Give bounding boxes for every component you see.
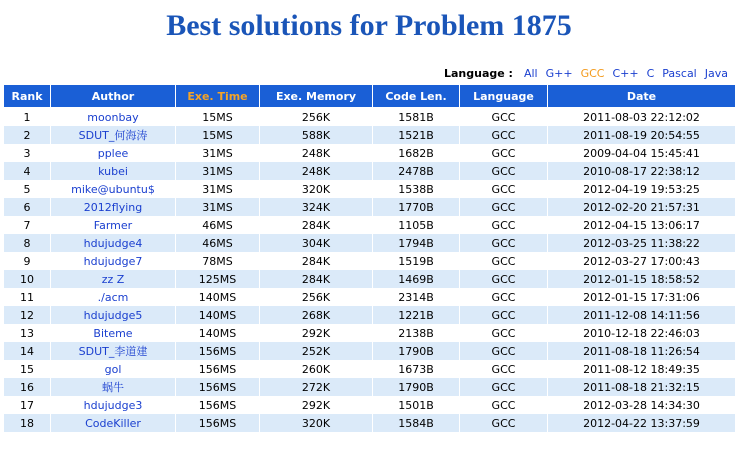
cell-rank: 13 (4, 324, 51, 342)
column-header-code[interactable]: Code Len. (373, 85, 460, 108)
cell-date: 2010-08-17 22:38:12 (548, 162, 736, 180)
cell-language: GCC (460, 288, 548, 306)
table-row (4, 414, 736, 432)
cell-memory: 324K (260, 198, 373, 216)
cell-time: 125MS (176, 270, 260, 288)
cell-memory: 256K (260, 288, 373, 306)
cell-author (51, 378, 176, 396)
cell-memory: 252K (260, 342, 373, 360)
cell-date: 2011-12-08 14:11:56 (548, 306, 736, 324)
table-row (4, 180, 736, 198)
cell-language: GCC (460, 162, 548, 180)
cell-author (51, 126, 176, 144)
cell-code: 1770B (373, 198, 460, 216)
author-link[interactable]: moonbay (87, 110, 139, 124)
cell-rank: 17 (4, 396, 51, 414)
cell-author (51, 360, 176, 378)
cell-date: 2012-03-25 11:38:22 (548, 234, 736, 252)
cell-code: 1673B (373, 360, 460, 378)
language-option-all[interactable]: All (523, 67, 538, 80)
cell-author (51, 234, 176, 252)
author-link[interactable]: SDUT_李道建 (78, 345, 148, 358)
cell-date: 2012-01-15 17:31:06 (548, 288, 736, 306)
cell-date: 2012-04-22 13:37:59 (548, 414, 736, 432)
author-link[interactable]: Biteme (93, 326, 133, 340)
cell-memory: 588K (260, 126, 373, 144)
cell-date: 2012-03-28 14:34:30 (548, 396, 736, 414)
column-header-rank[interactable]: Rank (4, 85, 51, 108)
cell-code: 2478B (373, 162, 460, 180)
cell-author (51, 324, 176, 342)
author-link[interactable]: gol (104, 362, 122, 376)
cell-rank: 11 (4, 288, 51, 306)
cell-rank: 7 (4, 216, 51, 234)
language-filter-label: Language : (444, 67, 513, 80)
column-header-date[interactable]: Date (548, 85, 736, 108)
cell-code: 1538B (373, 180, 460, 198)
author-link[interactable]: mike@ubuntu$ (71, 182, 155, 196)
author-link[interactable]: zz Z (101, 272, 125, 286)
language-option-java[interactable]: Java (704, 67, 728, 80)
solutions-table (3, 84, 736, 432)
author-link[interactable]: hdujudge4 (83, 236, 143, 250)
table-row (4, 126, 736, 144)
cell-memory: 284K (260, 270, 373, 288)
cell-code: 1790B (373, 342, 460, 360)
author-link[interactable]: hdujudge7 (83, 254, 143, 268)
cell-author (51, 288, 176, 306)
cell-memory: 248K (260, 162, 373, 180)
cell-rank: 4 (4, 162, 51, 180)
cell-code: 1521B (373, 126, 460, 144)
cell-language: GCC (460, 360, 548, 378)
cell-date: 2011-08-18 21:32:15 (548, 378, 736, 396)
cell-date: 2012-04-19 19:53:25 (548, 180, 736, 198)
author-link[interactable]: hdujudge3 (83, 398, 143, 412)
cell-memory: 320K (260, 414, 373, 432)
cell-rank: 3 (4, 144, 51, 162)
cell-author (51, 414, 176, 432)
cell-date: 2012-02-20 21:57:31 (548, 198, 736, 216)
cell-rank: 2 (4, 126, 51, 144)
cell-time: 156MS (176, 378, 260, 396)
cell-code: 1790B (373, 378, 460, 396)
cell-author (51, 270, 176, 288)
language-option-cpp[interactable]: C++ (612, 67, 639, 80)
table-row (4, 324, 736, 342)
author-link[interactable]: 2012flying (83, 200, 143, 214)
cell-code: 1794B (373, 234, 460, 252)
author-link[interactable]: pplee (97, 146, 129, 160)
cell-memory: 284K (260, 252, 373, 270)
language-option-gcc[interactable]: GCC (580, 67, 605, 80)
cell-time: 31MS (176, 198, 260, 216)
cell-language: GCC (460, 144, 548, 162)
cell-memory: 292K (260, 396, 373, 414)
column-header-memory[interactable]: Exe. Memory (260, 85, 373, 108)
cell-time: 140MS (176, 306, 260, 324)
cell-author (51, 180, 176, 198)
cell-rank: 5 (4, 180, 51, 198)
cell-time: 31MS (176, 144, 260, 162)
cell-date: 2012-03-27 17:00:43 (548, 252, 736, 270)
cell-language: GCC (460, 342, 548, 360)
cell-author (51, 396, 176, 414)
cell-memory: 248K (260, 144, 373, 162)
author-link[interactable]: CodeKiller (85, 416, 141, 430)
table-row (4, 108, 736, 127)
cell-author (51, 198, 176, 216)
cell-rank: 1 (4, 108, 51, 127)
language-filter (444, 67, 728, 81)
cell-code: 1584B (373, 414, 460, 432)
table-row (4, 396, 736, 414)
cell-author (51, 144, 176, 162)
cell-language: GCC (460, 198, 548, 216)
language-option-gpp[interactable]: G++ (545, 67, 573, 80)
table-row (4, 198, 736, 216)
language-option-c[interactable]: C (646, 67, 655, 80)
cell-time: 46MS (176, 216, 260, 234)
cell-memory: 292K (260, 324, 373, 342)
table-row (4, 162, 736, 180)
cell-memory: 304K (260, 234, 373, 252)
author-link[interactable]: kubei (98, 164, 128, 178)
cell-language: GCC (460, 234, 548, 252)
cell-rank: 9 (4, 252, 51, 270)
cell-time: 140MS (176, 288, 260, 306)
cell-language: GCC (460, 126, 548, 144)
cell-code: 1221B (373, 306, 460, 324)
cell-rank: 12 (4, 306, 51, 324)
table-row (4, 234, 736, 252)
cell-language: GCC (460, 270, 548, 288)
cell-code: 1519B (373, 252, 460, 270)
cell-time: 31MS (176, 162, 260, 180)
cell-date: 2012-04-15 13:06:17 (548, 216, 736, 234)
cell-memory: 268K (260, 306, 373, 324)
column-header-time[interactable]: Exe. Time (176, 85, 260, 108)
cell-language: GCC (460, 108, 548, 127)
cell-memory: 256K (260, 108, 373, 127)
cell-language: GCC (460, 324, 548, 342)
cell-time: 78MS (176, 252, 260, 270)
cell-time: 46MS (176, 234, 260, 252)
cell-time: 15MS (176, 126, 260, 144)
cell-language: GCC (460, 396, 548, 414)
author-link[interactable]: SDUT_何海涛 (78, 129, 148, 142)
cell-time: 140MS (176, 324, 260, 342)
language-options (516, 67, 728, 80)
cell-rank: 10 (4, 270, 51, 288)
cell-date: 2009-04-04 15:45:41 (548, 144, 736, 162)
cell-language: GCC (460, 252, 548, 270)
cell-code: 1469B (373, 270, 460, 288)
cell-code: 1682B (373, 144, 460, 162)
cell-date: 2011-08-18 11:26:54 (548, 342, 736, 360)
cell-code: 2314B (373, 288, 460, 306)
table-row (4, 378, 736, 396)
page-title: Best solutions for Problem 1875 (166, 9, 572, 42)
cell-date: 2010-12-18 22:46:03 (548, 324, 736, 342)
cell-memory: 260K (260, 360, 373, 378)
table-row (4, 252, 736, 270)
cell-code: 1501B (373, 396, 460, 414)
cell-time: 31MS (176, 180, 260, 198)
cell-code: 2138B (373, 324, 460, 342)
table-row (4, 342, 736, 360)
cell-author (51, 162, 176, 180)
cell-author (51, 306, 176, 324)
author-link[interactable]: Farmer (93, 218, 133, 232)
cell-memory: 272K (260, 378, 373, 396)
table-header-row (4, 85, 736, 108)
cell-rank: 6 (4, 198, 51, 216)
table-row (4, 144, 736, 162)
table-row (4, 216, 736, 234)
cell-time: 156MS (176, 396, 260, 414)
cell-author (51, 108, 176, 127)
table-row (4, 270, 736, 288)
cell-time: 15MS (176, 108, 260, 127)
table-row (4, 306, 736, 324)
cell-author (51, 342, 176, 360)
author-link[interactable]: ./acm (97, 290, 129, 304)
cell-language: GCC (460, 216, 548, 234)
cell-language: GCC (460, 378, 548, 396)
cell-memory: 284K (260, 216, 373, 234)
cell-language: GCC (460, 306, 548, 324)
language-option-pascal[interactable]: Pascal (662, 67, 697, 80)
column-header-language[interactable]: Language (460, 85, 548, 108)
cell-language: GCC (460, 414, 548, 432)
cell-author (51, 252, 176, 270)
cell-code: 1581B (373, 108, 460, 127)
cell-rank: 16 (4, 378, 51, 396)
cell-rank: 15 (4, 360, 51, 378)
cell-code: 1105B (373, 216, 460, 234)
cell-date: 2011-08-19 20:54:55 (548, 126, 736, 144)
author-link[interactable]: 蜗牛 (102, 381, 124, 394)
cell-author (51, 216, 176, 234)
cell-time: 156MS (176, 414, 260, 432)
cell-memory: 320K (260, 180, 373, 198)
author-link[interactable]: hdujudge5 (83, 308, 143, 322)
cell-language: GCC (460, 180, 548, 198)
cell-rank: 8 (4, 234, 51, 252)
table-row (4, 360, 736, 378)
cell-date: 2011-08-12 18:49:35 (548, 360, 736, 378)
column-header-author[interactable]: Author (51, 85, 176, 108)
table-body (4, 108, 736, 433)
cell-date: 2011-08-03 22:12:02 (548, 108, 736, 127)
cell-date: 2012-01-15 18:58:52 (548, 270, 736, 288)
cell-rank: 18 (4, 414, 51, 432)
cell-time: 156MS (176, 360, 260, 378)
cell-rank: 14 (4, 342, 51, 360)
table-row (4, 288, 736, 306)
cell-time: 156MS (176, 342, 260, 360)
